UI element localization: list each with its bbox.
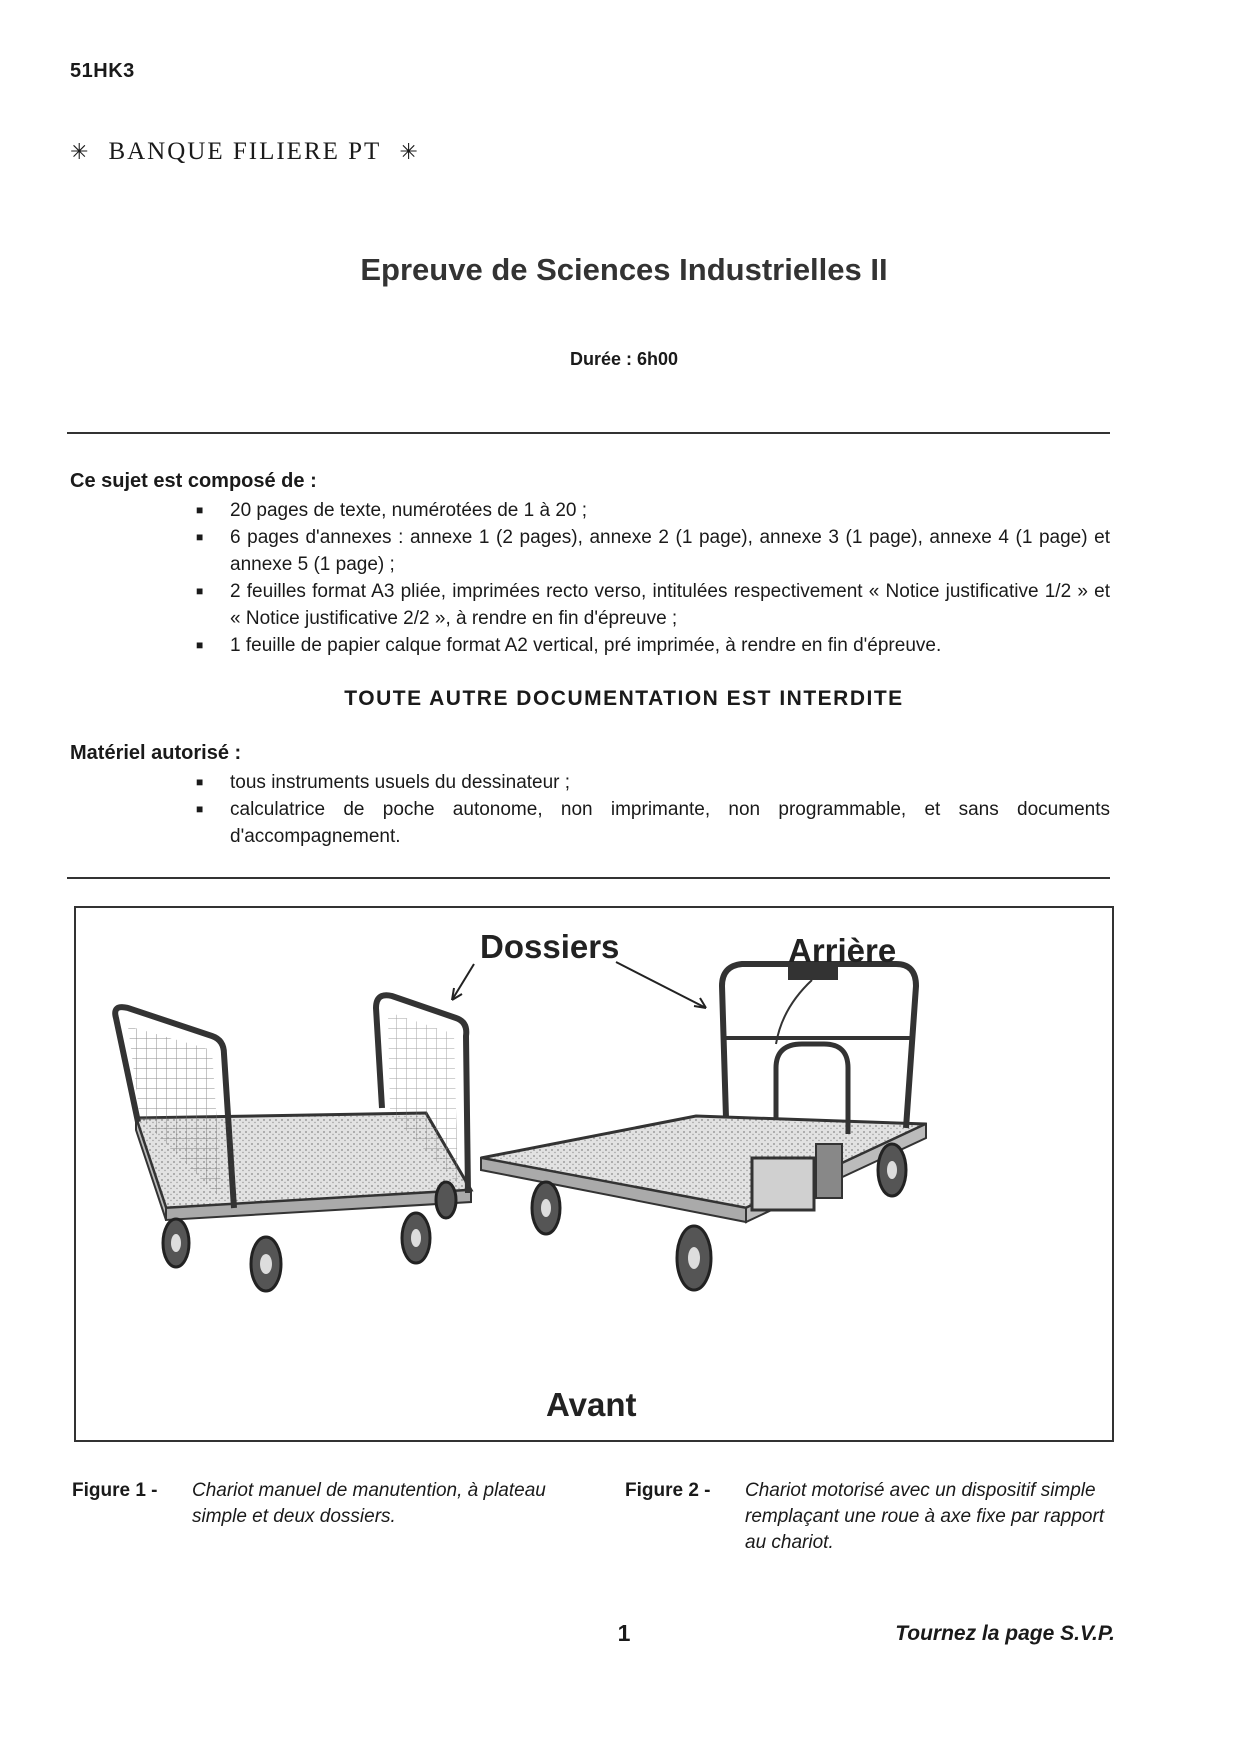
cart-illustration: [76, 908, 1112, 1440]
wheel: [251, 1237, 281, 1291]
figure-2-text: Chariot motorisé avec un dispositif simple remplaçant une roue à axe fixe par rapport au chariot.: [745, 1480, 1105, 1553]
figure-2-caption: [625, 1478, 1115, 1556]
exam-code: 51HK3: [70, 60, 135, 82]
motor-box: [752, 1158, 814, 1210]
composition-heading: Ce sujet est composé de :: [70, 470, 317, 492]
page-number: 1: [617, 1620, 631, 1646]
turn-page-notice: Tournez la page S.V.P.: [895, 1622, 1115, 1645]
divider: [67, 877, 1110, 879]
bullet-icon: ■: [196, 530, 204, 544]
banque-text: BANQUE FILIERE PT: [108, 138, 382, 165]
bullet-icon: ■: [196, 584, 204, 598]
materiel-heading: Matériel autorisé :: [70, 742, 242, 764]
figure-2-number: Figure 2 -: [625, 1480, 711, 1501]
banque-heading: [70, 138, 438, 166]
list-item: ■ 20 pages de texte, numérotées de 1 à 20 ;: [70, 497, 1110, 524]
bullet-icon: ■: [196, 775, 204, 789]
asterisk-icon: ✳: [399, 139, 420, 164]
bullet-icon: ■: [196, 503, 204, 517]
manual-cart: [115, 995, 471, 1291]
wheel: [878, 1144, 906, 1196]
wheel: [402, 1213, 430, 1263]
asterisk-icon: ✳: [70, 139, 91, 164]
list-item: ■ 2 feuilles format A3 pliée, imprimées recto verso, intitulées respectivement « Notice justificative 1/2 » et « Notice justificative 2/2 », à rendre en fin d'épreuve ;: [70, 578, 1110, 632]
list-item: ■ tous instruments usuels du dessinateur ;: [70, 769, 1110, 796]
wheel: [532, 1182, 560, 1234]
wheel: [163, 1219, 189, 1267]
divider: [67, 432, 1110, 434]
figure-1-text: Chariot manuel de manutention, à plateau simple et deux dossiers.: [192, 1480, 546, 1527]
bullet-icon: ■: [196, 802, 204, 816]
figure-1-caption: [72, 1478, 562, 1530]
wheel: [677, 1226, 711, 1290]
label-arriere: Arrière: [788, 932, 897, 969]
figure-box: [74, 906, 1114, 1442]
figure-1-number: Figure 1 -: [72, 1480, 158, 1501]
bullet-icon: ■: [196, 638, 204, 652]
duration: Durée : 6h00: [569, 349, 679, 369]
label-dossiers: Dossiers: [480, 928, 620, 965]
composition-list: [70, 497, 1110, 659]
label-avant: Avant: [546, 1386, 637, 1423]
page-title: Epreuve de Sciences Industrielles II: [360, 252, 888, 287]
label-arrows: [452, 962, 706, 1008]
materiel-list: [70, 769, 1110, 850]
wheel: [436, 1182, 456, 1218]
list-item: ■ 1 feuille de papier calque format A2 vertical, pré imprimée, à rendre en fin d'épreuve.: [70, 632, 1110, 659]
forbidden-notice: TOUTE AUTRE DOCUMENTATION EST INTERDITE: [344, 687, 904, 710]
motorized-cart: [481, 964, 926, 1290]
list-item: ■ calculatrice de poche autonome, non imprimante, non programmable, et sans documents d'accompagnement.: [70, 796, 1110, 850]
list-item: ■ 6 pages d'annexes : annexe 1 (2 pages), annexe 2 (1 page), annexe 3 (1 page), annexe 4 (1 page) et annexe 5 (1 page) ;: [70, 524, 1110, 578]
